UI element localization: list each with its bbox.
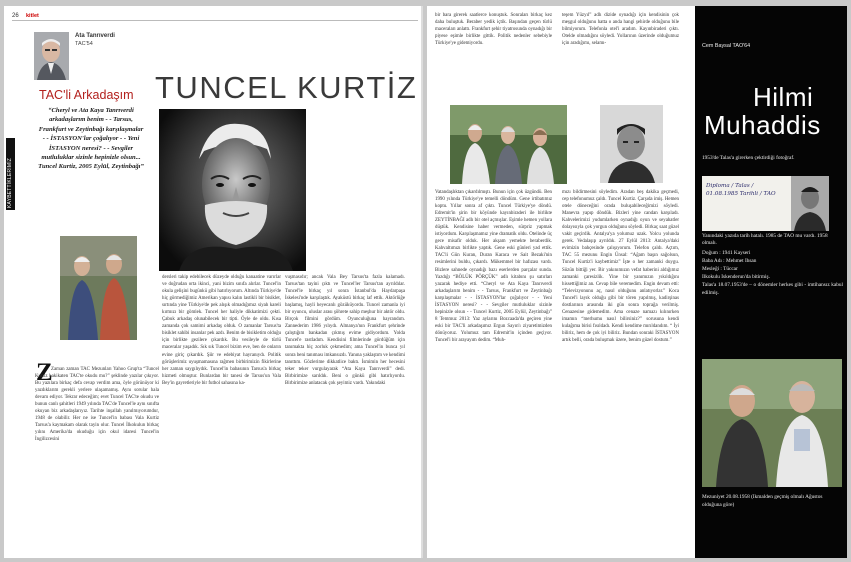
column-4-top: bir bara girerek saatlerce konuştuk. Sonraları birkaç kez daha buluştuk. Beraber yedik içtik. Başından geçen türlü maceraları anlattı. Frankfurt şehir tiyatrosunda oynadığı bir piyese eşimle birlikte gittik. Politik nedenler sebebiyle Türkiye'ye gidemiyordu. <box>435 13 552 47</box>
author-portrait-image <box>34 32 69 80</box>
author-photo <box>34 32 69 80</box>
column-4: Vatandaşlıktan çıkardılmıştı. Bunun için çok üzgündü. Ben 1990 yılında Türkiye'ye temelli döndüm. Gene irtibatımız koptu. Yıllar sonra af çıktı. Tuncel Türkiye'ye döndü. Edremit'in şirin bir köyünde kayınbiraderi ile birlikte ZEYTİNBAĞI adlı bir otel açmışlar. Eşimle hemen yollara düştük. Kendisine haber vermeden, sürpriz yapmak istiyordum. Karşılaşmamız yine dramatik oldu. Otelinde üç gece misafir olduk. Her akşam yemekte beraberdik. Kahvaltımızı birlikte yaptık. Gene eski günleri yad ettik. TAC'li Gün Kuran, Duran Karaca ve Sait Bezaki'nin resimlerini buldu, çıkardı. Mükemmel bir hafızası vardı. Bizlere sahnede oynadığı bazı eserlerden parçalar sunda. Yazdığı “BÖLÜK PÖRÇÜK” adlı kitabını şu satırları yazarak hediye etti. “Cheryl ve Ata Kaya Tanrıverdi arkadaşlarım benim - - Tarsus, Frankfurt ve Zeytinbağı karşılaşmalar - - İSTASYON'lar çoğalıyor - - Yeni İSTASYON neresi? - - Sevgiler mutluluklar sizinle hepinizle olsun - - Tuncel Kurtiz, 2005 Eylül, Zeytinbağı” 8 Temmuz 2013: Yaz aylarını Bozcaada'da geçiren yine eski bir TAC'li arkadaşımız Ergun Sayın'ı ziyaretimizden dönüyoruz. Yolumuz tam Edremit'in içinden geçiyor. Tuncel'i bir arayayım dedim. “Muh- <box>435 190 552 343</box>
page-number: 26 <box>12 13 19 19</box>
sidebar-caption-1: 1953'de Talas'a girerken çektirdiği fotoğraf. <box>702 155 795 161</box>
diploma-photo <box>702 176 829 231</box>
sidebar-info-2: Talas'a 18.07.1953'de – o dönemler herkes gibi - imtihansız kabul edilmiş. <box>702 282 843 296</box>
author-class: TAC'54 <box>75 41 93 47</box>
header-rule <box>12 20 418 21</box>
info-line-2: Baba Adı : Mehmet İhsan <box>702 258 757 264</box>
group-photo <box>60 236 137 340</box>
sidebar-panel <box>695 6 847 558</box>
pull-quote: “Cheryl ve Ata Kaya Tanrıverdi arkadaşlarım benim - - Tarsus, Frankfurt ve Zeytinbağı karşılaşmalar - - İSTASYON'lar çoğalıyor - - Yeni İSTASYON neresi? - - Sevgiler mutluluklar sizinle hepinizle olsun... Tuncel Kurtiz, 2005 Eylül, Zeytinbağı” <box>38 107 144 171</box>
friends-photo <box>450 105 567 184</box>
young-boy-image <box>600 105 663 183</box>
portrait-photo <box>159 109 306 271</box>
info-line-1: Doğum : 1941 Kayseri <box>702 250 751 256</box>
boy-photo <box>600 105 663 183</box>
column-5: mızı bildirmesini söyledim. Aradan beş dakika geçmedi, cep telefonumuz çaldı. Tuncel Kurtiz. Çarşıda imiş. Hemen otele döneceğini orada buluşabileceğimizi söyledi. Manevra yapıp döndük. Bizleri yine candan karşıladı. Kahvelerimizi yudumlarken oynadığı oyun ve seyahatler dolayısıyla çok yorgun olduğunu söyledi. Birkaç saat güzel vakit geçirdik. Antalya'ya yolumuz uzak. Yolcu yolunda gerek. Vedalaşıp ayrıldık. 27 Eylül 2013: Antalya'daki evimizin bahçesinde çalışıyorum. Telefon çaldı. Açtım, TAC 55 mezunu Engin Ünsal: “Ağam başın sağolsun, Tuncel Kurtiz'i kaybettimiz” İşte o her zamanki duygu. Sözün bittiği yer. Bir yakınımızın vefat haberini aldığımız zamanki çaresizlik. Yine bir yanımızın yıkıldığını hissettiğimiz an. Cevap bile veremedim. Engin devam etti: “Televizyonunu aç, nasıl olduğunu anlatıyorlar.” Koca Tuncel'i layık olduğu gibi bir tören yapılmış, kadirşinas dostlarının arasında iki gün sonra toprağa verilmiş. Cenazesine gidemedim. Ama cenaze namazı kılınırken imamın “merhumu nasıl bilirsiniz?” sorusuna kendi kulağıma birisi fısıldadı. Kendi kendime mırıldandım. “ İyi biliriz, hem de çok iyi biliriz. Bundan sonraki İSTASYON artık belli, orada buluşmak üzere, benim güzel dostum.” <box>562 190 679 343</box>
right-page <box>427 6 847 558</box>
column-5-top: teşem Yüzyıl” adlı dizide oynadığı için kendisinin çok meşgul olduğunu hatta o anda hangi şehirde olduğunu bile bilmiyorum. Telefonla otel'i aradım. Kayınbiraderi çıktı. Otelde olmadığını söyledi. Yollarının üzerinde olduğumuz için aradığımı, selamı- <box>562 13 679 47</box>
section-label: KAYBETTİKLERİMİZ <box>7 157 13 208</box>
section-tab <box>6 138 15 210</box>
info-line-4: İlkokulu İskenderun'da bitirmiş. <box>702 274 770 280</box>
sidebar-caption-2: Yanındaki yazıda tarih hatalı. 1985 de TAO mu vardı. 1958 olmalı. <box>702 233 828 247</box>
sidebar-title-2: Muhaddis <box>704 110 821 140</box>
graduation-photo <box>702 359 842 487</box>
brand-logo: kitlet <box>26 13 39 19</box>
drop-cap: Z <box>36 359 53 386</box>
column-1: Zaman zaman TAC Mezunları Yahoo Grup'ta “Tuncel Kurtiz hakikaten TAC'te okudu mu?” şeklinde yazılar çıkıyor. Bu yazılara birkaç defa cevap verdim ama, öyle görünüyor ki yazdıklarım gerekli yerlere ulaşamamış. Aynı sorular hala devam ediyor. Tekrar edeceğim; evet Tuncel TAC'te okudu ve bunun canlı şahitleri 1949 yılında TAC'de Tuncel'le aynı sınıfta okuyan biz arkadaşlarıyız. Tarihte inşallah yanılmıyorumdur, 1948 de olabilir. Her ne ise Tuncel'in babası Vala Kurtiz Tarsus'a kaymakam olarak tayin olur. Tuncel İlkokulun birkaç yılını Amerika'da okuduğu için okul idaresi Tuncel'in İngilizcesini <box>35 367 159 443</box>
gutter-shadow <box>421 6 423 558</box>
two-men-image <box>60 236 137 340</box>
left-page <box>4 6 423 558</box>
author-name: Ata Tanrıverdi <box>75 33 115 39</box>
info-line-3: Mesleği : Tüccar <box>702 266 738 272</box>
handwriting-note: Diploma / Talas / 01.08.1985 Tarihli / TAO <box>706 183 776 197</box>
tuncel-portrait-image <box>159 109 306 271</box>
sidebar-title-1: Hilmi <box>753 82 814 112</box>
student-id-image <box>791 176 829 231</box>
graduation-image <box>702 359 842 487</box>
sidebar-caption-3: Mezuniyet 20.08.1958 (İkmalden geçmiş olmalı Ağustos olduğuna göre) <box>702 494 823 508</box>
sidebar-author: Cem Baysal TAO'64 <box>702 43 751 49</box>
column-3: vuşmasıdır; ancak Vala Bey Tarsus'ta fazla kalamadı. Tarsus'tan tayini çıktı ve Tuncel'ler Tarsus'tan ayrıldılar. Tuncel'le birkaç yıl sonra İstanbul'da Haydarpaşa İskelesi'nde karşılaştık. Ayaküstü birkaç laf ettik. Aktörlüğe başlamış, hayli heyecanlı gözüküyordu. Tuncel zamanla iyi bir oyuncu, uluslar arası şöhrete sahip meşhur bir aktör oldu. Birçok filmini gördüm. Oyunculuğuna hayrandım. Zannederim 1986 yılıydı. Almanya'nın Frankfurt şehrinde çalıştığım bankadan çıkmış evime gidiyordum. Yolda Tuncel'e rastladım. Kendisini filmlerinde gördüğüm için tanımakta hiç zorluk çekmedim; ama Tuncel'in bunca yıl sonra beni tanıması imkansızdı. Yanına yaklaştım ve kendimi tanıttım. Gözlerime dikkatlice baktı. İsmimin her hecesini teker teker vurgulayarak “Ata Kaya Tanrıverdi” dedi. Birbirimize sarıldık. Beni o günkü gibi hatırlıyordu. Birbirimize anlatacak çok şeyimiz vardı. Yakındaki <box>285 275 405 386</box>
column-2: dersleri takip edebilecek düzeyde olduğu kanaatine varırlar ve doğrudan orta ikinci, yani bizim sınıfa alırlar. Tuncel'in okula gelişini bugünkü gibi hatırlıyorum. Altında Türkiye'de hiç görmediğimiz Amerikan yapısı kalın lastikli bir bisiklet, sırtında yine Türkiye'de pek alışık olmadığımız siyah kareli kırmızı bir gömlek. Tuncel her haliyle dikkatimizi çekti. Çabuk arkadaş olunabilecek bir tipti. Öyle de oldu. Kısa zamanda çok samimi arkadaş olduk. O zamanlar Tarsus'ta bisiklet sahibi insanlar pek azdı. Benim de bisikletim olduğu için birlikte gezilere çıkardık. Bu vesileyle de türlü maceralar yaşadık. Sık sık Tuncel bizim eve, ben de onların evine giriç çıkardık. Şiir ve edebiyat hayranıydı. Politik görüşlerimiz uyuşmamasına rağmen birbirimizin fikirlerine her zaman saygılıydık. Tuncel'in babasının Tarsus'a birkaç hizmeti olmuştur. Bunlardan bir tanesi de Tarsus'un Vala Bey'in gayretleriyle bir futbol sahasına ka- <box>162 275 281 386</box>
title-prefix: TAC'li Arkadaşım <box>39 88 134 102</box>
article-title: TUNCEL KURTİZ <box>155 70 418 105</box>
three-people-image <box>450 105 567 184</box>
